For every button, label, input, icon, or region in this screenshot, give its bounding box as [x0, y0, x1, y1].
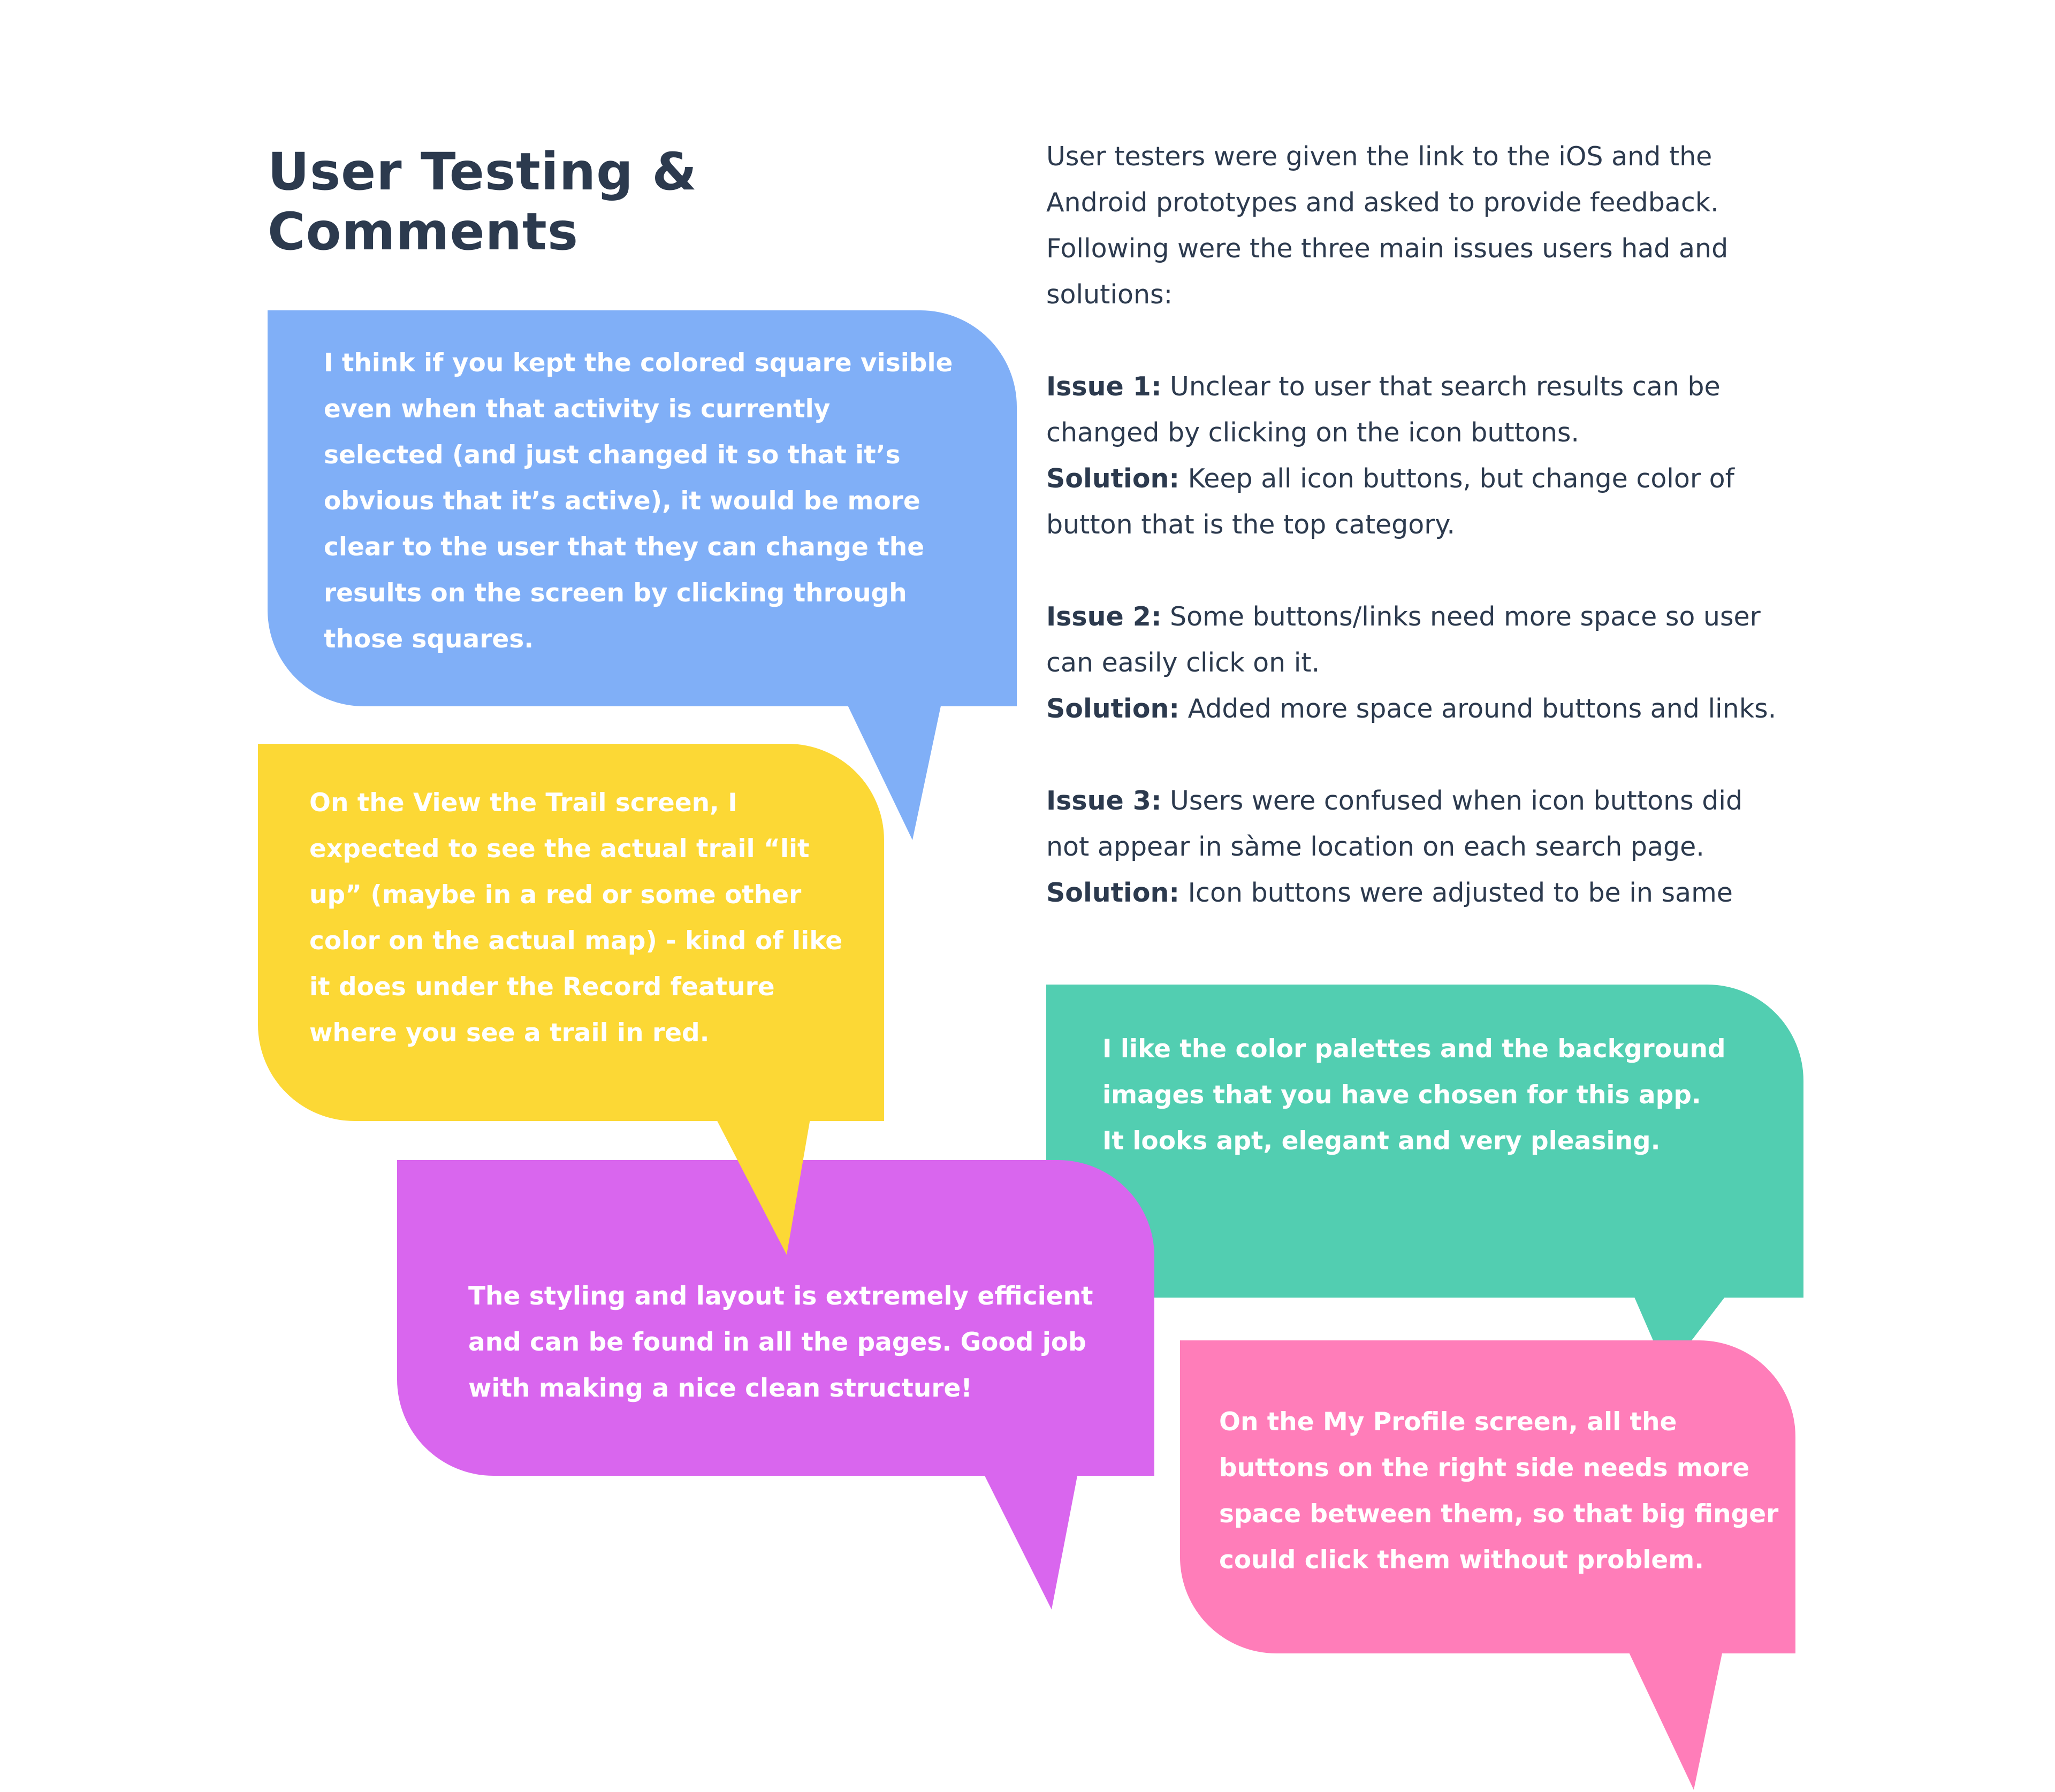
comment-line: clear to the user that they can change the: [324, 532, 925, 562]
comment-line: color on the actual map) - kind of like: [309, 926, 843, 956]
comment-line: could click them without problem.: [1219, 1545, 1704, 1575]
bubble-tail: [714, 1116, 811, 1255]
intro-text-block: [1046, 134, 1812, 916]
solution-1-label: Solution:: [1046, 463, 1179, 494]
comment-line: with making a nice clean structure!: [468, 1374, 972, 1403]
comment-line: It looks apt, elegant and very pleasing.: [1102, 1126, 1661, 1156]
spacer: [1046, 548, 1812, 594]
issue-1-text-cont: changed by clicking on the icon buttons.: [1046, 417, 1580, 448]
comment-line: it does under the Record feature: [309, 972, 775, 1002]
comment-line: space between them, so that big finger: [1219, 1499, 1779, 1529]
issue-3-line: [1046, 778, 1812, 824]
issue-3-text: Users were confused when icon buttons did: [1161, 786, 1743, 816]
comment-line: those squares.: [324, 624, 534, 654]
comment-line: results on the screen by clicking through: [324, 578, 907, 608]
page-title-line-2: Comments: [268, 202, 579, 262]
issue-2-text: Some buttons/links need more space so user: [1161, 601, 1761, 632]
comment-text: [468, 1274, 1093, 1412]
issue-1-label: Issue 1:: [1046, 371, 1162, 402]
comment-line: I like the color palettes and the background: [1102, 1034, 1726, 1064]
comment-text: [1102, 1026, 1726, 1164]
comment-line: even when that activity is currently: [324, 394, 831, 424]
spacer: [1046, 732, 1812, 778]
comment-text: [309, 780, 842, 1056]
comment-text: [324, 340, 953, 662]
solution-2-text: Added more space around buttons and links.: [1179, 693, 1777, 724]
intro-line: Following were the three main issues users had and: [1046, 233, 1729, 264]
intro-line: User testers were given the link to the iOS and the: [1046, 141, 1712, 172]
page-title-line-1: User Testing &: [268, 142, 697, 202]
comment-line: obvious that it’s active), it would be more: [324, 486, 920, 516]
solution-1-line: [1046, 456, 1812, 502]
issue-2-label: Issue 2:: [1046, 601, 1162, 632]
solution-2-label: Solution:: [1046, 693, 1179, 724]
issue-3-text-cont: not appear in sàme location on each search page.: [1046, 832, 1704, 862]
comment-line: On the View the Trail screen, I: [309, 788, 737, 818]
comment-line: up” (maybe in a red or some other: [309, 880, 802, 910]
issue-2-text-cont: can easily click on it.: [1046, 647, 1320, 678]
comment-text: [1219, 1399, 1778, 1583]
comment-line: On the My Profile screen, all the: [1219, 1407, 1677, 1437]
comment-line: images that you have chosen for this app.: [1102, 1080, 1701, 1110]
solution-1-text: Keep all icon buttons, but change color of: [1179, 463, 1734, 494]
issue-1-line: [1046, 364, 1812, 410]
intro-line: Android prototypes and asked to provide feedback.: [1046, 187, 1719, 218]
comment-line: where you see a trail in red.: [309, 1018, 710, 1048]
intro-line: solutions:: [1046, 279, 1173, 310]
comment-line: selected (and just changed it so that it’s: [324, 440, 901, 470]
spacer: [1046, 318, 1812, 364]
solution-3-line: [1046, 870, 1812, 916]
comment-line: buttons on the right side needs more: [1219, 1453, 1750, 1483]
comment-line: and can be found in all the pages. Good job: [468, 1328, 1086, 1357]
solution-1-text-cont: button that is the top category.: [1046, 509, 1455, 540]
page-title: [268, 142, 697, 262]
comment-line: expected to see the actual trail “lit: [309, 834, 810, 864]
issue-1-text: Unclear to user that search results can be: [1161, 371, 1721, 402]
bubble-tail: [982, 1470, 1078, 1610]
comment-line: I think if you kept the colored square visible: [324, 348, 953, 378]
solution-3-text: Icon buttons were adjusted to be in same: [1179, 878, 1733, 908]
issue-2-line: [1046, 594, 1812, 640]
solution-3-label: Solution:: [1046, 878, 1179, 908]
bubble-tail: [1627, 1648, 1723, 1790]
comment-line: The styling and layout is extremely efficient: [468, 1282, 1093, 1311]
solution-2-line: [1046, 686, 1812, 732]
issue-3-label: Issue 3:: [1046, 786, 1162, 816]
